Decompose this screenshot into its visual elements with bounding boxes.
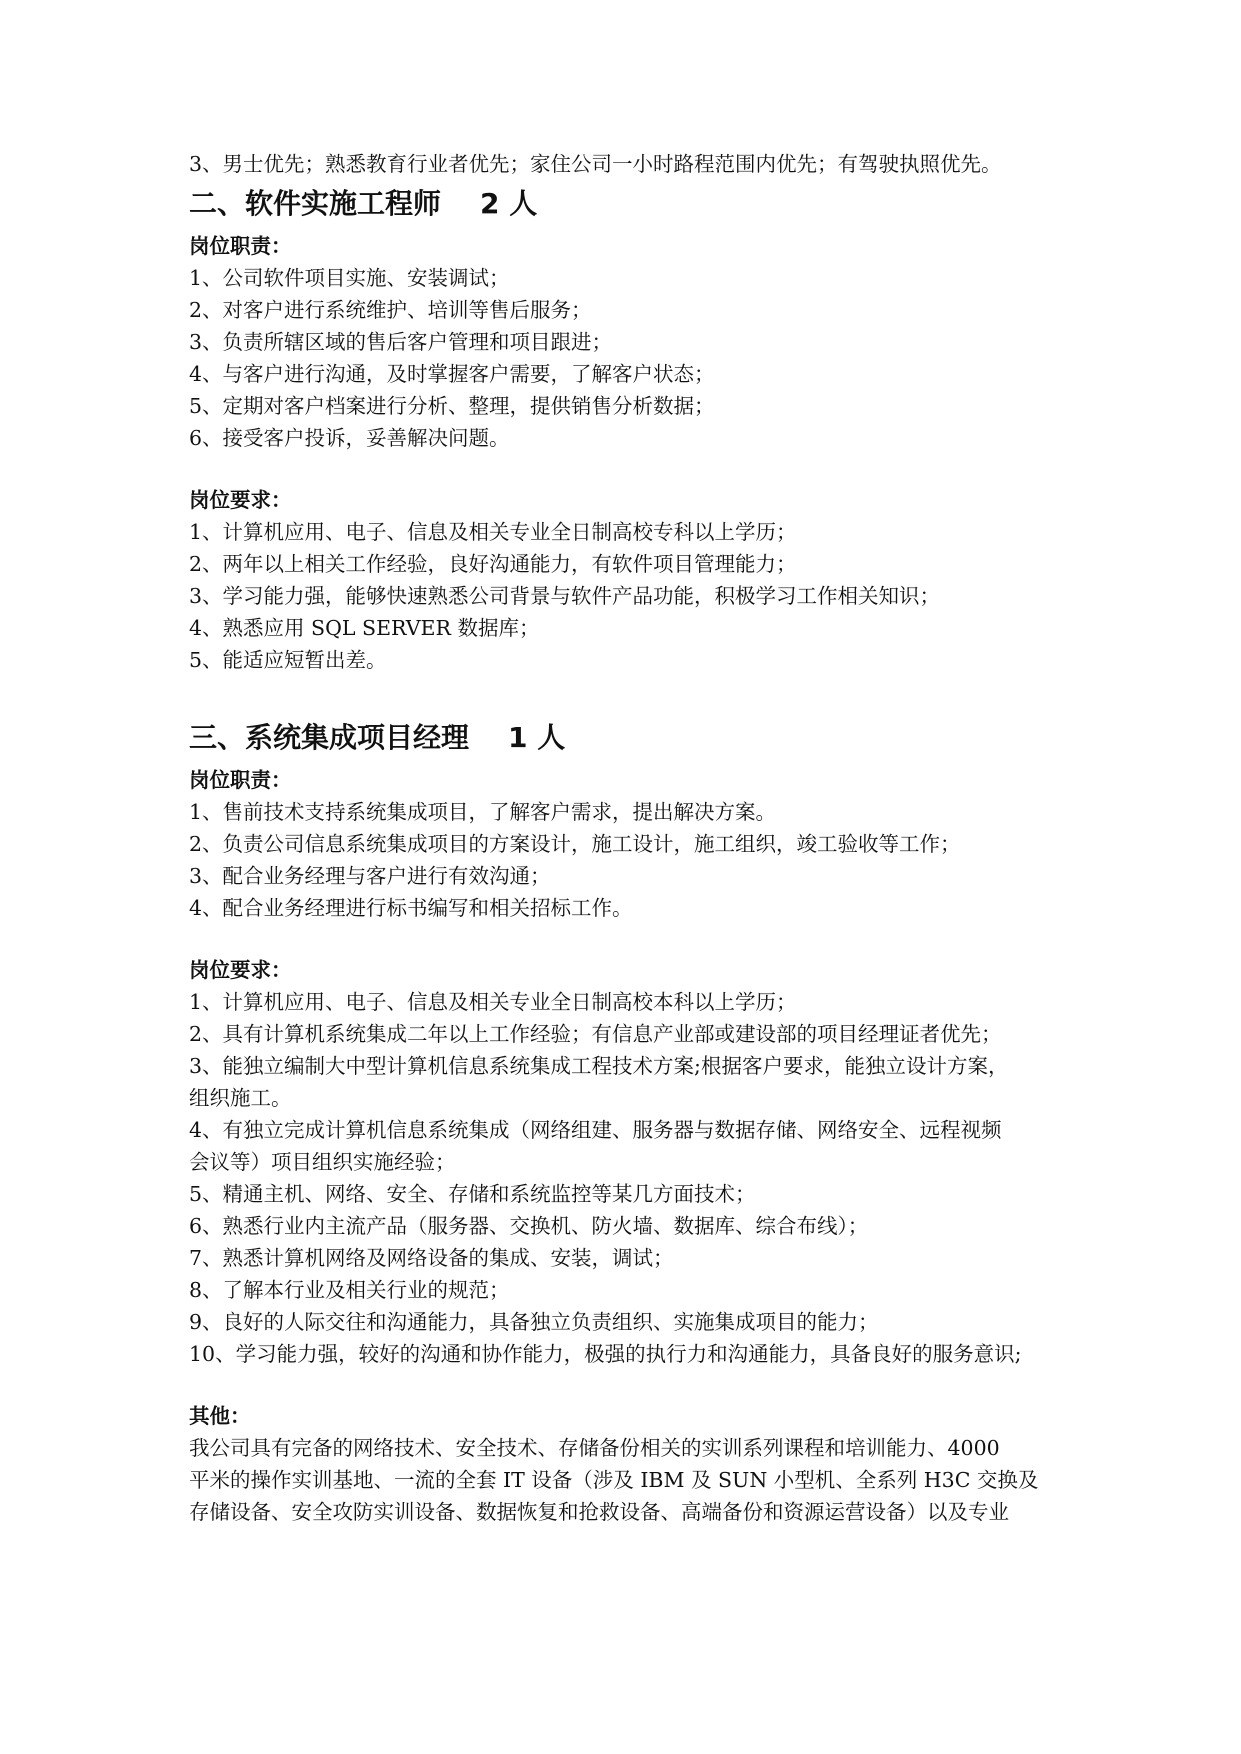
spacer [189,454,1059,484]
list-item: 4、熟悉应用 SQL SERVER 数据库； [189,616,540,640]
duties-list [189,262,1059,454]
list-item: 2、两年以上相关工作经验，良好沟通能力，有软件项目管理能力； [189,552,797,576]
list-item: 会议等）项目组织实施经验； [189,1150,456,1174]
list-item: 6、熟悉行业内主流产品（服务器、交换机、防火墙、数据库、综合布线）； [189,1214,869,1238]
list-item: 2、具有计算机系统集成二年以上工作经验；有信息产业部或建设部的项目经理证者优先； [189,1022,1002,1046]
list-item: 1、售前技术支持系统集成项目，了解客户需求，提出解决方案。 [189,800,777,824]
list-item: 5、定期对客户档案进行分析、整理，提供销售分析数据； [189,394,715,418]
list-item: 8、了解本行业及相关行业的规范； [189,1278,510,1302]
document-page [189,148,1059,1528]
list-item: 3、负责所辖区域的售后客户管理和项目跟进； [189,330,613,354]
list-item: 4、与客户进行沟通，及时掌握客户需要，了解客户状态； [189,362,715,386]
duties-label: 岗位职责： [189,768,292,792]
list-item: 2、对客户进行系统维护、培训等售后服务； [189,298,592,322]
duties-list [189,796,1059,924]
duties-label: 岗位职责： [189,234,292,258]
spacer [189,1370,1059,1400]
section-title-integration-manager: 三、系统集成项目经理 1 人 [189,721,566,754]
other-paragraph [189,1432,1059,1528]
list-item: 组织施工。 [189,1086,292,1110]
list-item: 10、学习能力强，较好的沟通和协作能力，极强的执行力和沟通能力，具备良好的服务意识; [189,1342,1022,1366]
list-item: 4、有独立完成计算机信息系统集成（网络组建、服务器与数据存储、网络安全、远程视频 [189,1118,1002,1142]
spacer [189,676,1059,714]
paragraph-line: 我公司具有完备的网络技术、安全技术、存储备份相关的实训系列课程和培训能力、4000 [189,1436,1000,1460]
list-item: 4、配合业务经理进行标书编写和相关招标工作。 [189,896,633,920]
other-label: 其他： [189,1404,251,1428]
requirements-list [189,986,1059,1370]
requirements-label: 岗位要求： [189,958,292,982]
paragraph-line: 平米的操作实训基地、一流的全套 IT 设备（涉及 IBM 及 SUN 小型机、全系列 H3C 交换及 [189,1468,1039,1492]
list-item: 3、学习能力强，能够快速熟悉公司背景与软件产品功能，积极学习工作相关知识； [189,584,941,608]
section-title-software-engineer: 二、软件实施工程师 2 人 [189,187,538,220]
list-item: 5、精通主机、网络、安全、存储和系统监控等某几方面技术； [189,1182,756,1206]
paragraph-line: 存储设备、安全攻防实训设备、数据恢复和抢救设备、高端备份和资源运营设备）以及专业 [189,1500,1009,1524]
spacer [189,924,1059,954]
list-item: 9、良好的人际交往和沟通能力，具备独立负责组织、实施集成项目的能力； [189,1310,879,1334]
list-item: 1、公司软件项目实施、安装调试； [189,266,510,290]
list-item: 1、计算机应用、电子、信息及相关专业全日制高校专科以上学历； [189,520,797,544]
requirements-list [189,516,1059,676]
list-item: 6、接受客户投诉，妥善解决问题。 [189,426,510,450]
list-item: 3、能独立编制大中型计算机信息系统集成工程技术方案;根据客户要求，能独立设计方案， [189,1054,1009,1078]
requirements-label: 岗位要求： [189,488,292,512]
intro-requirement-line: 3、男士优先；熟悉教育行业者优先；家住公司一小时路程范围内优先；有驾驶执照优先。 [189,152,1002,176]
list-item: 5、能适应短暂出差。 [189,648,387,672]
list-item: 1、计算机应用、电子、信息及相关专业全日制高校本科以上学历； [189,990,797,1014]
list-item: 7、熟悉计算机网络及网络设备的集成、安装，调试； [189,1246,674,1270]
list-item: 2、负责公司信息系统集成项目的方案设计，施工设计，施工组织，竣工验收等工作； [189,832,961,856]
list-item: 3、配合业务经理与客户进行有效沟通； [189,864,551,888]
